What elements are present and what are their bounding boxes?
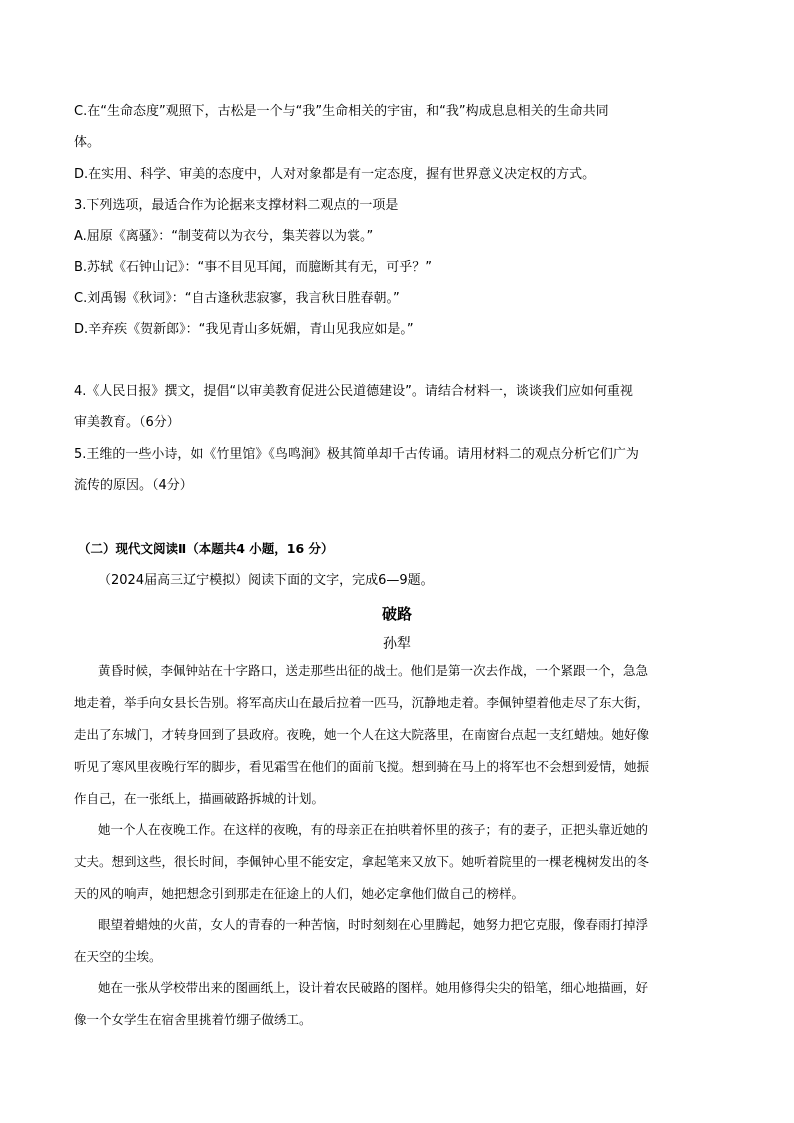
story-p2-line2: 丈夫。想到这些，很长时间，李佩钟心里不能安定，拿起笔来又放下。她听着院里的一棵老槐树发出的冬 — [74, 854, 650, 869]
story-p2-line3: 天的风的响声，她把想念引到那走在征途上的人们，她必定拿他们做自己的榜样。 — [74, 886, 525, 901]
question-3-option-c: C.刘禹锡《秋词》：“自古逢秋悲寂寥，我言秋日胜春朝。” — [74, 291, 400, 306]
question-3-option-d: D.辛弃疾《贺新郎》：“我见青山多妩媚，青山见我应如是。” — [74, 322, 414, 337]
reading-intro: （2024届高三辽宁模拟）阅读下面的文字，完成6—9题。 — [98, 573, 434, 588]
question-5-line2: 流传的原因。（4分） — [74, 478, 193, 493]
question-3-option-a: A.屈原《离骚》：“制芰荷以为衣兮，集芙蓉以为裳。” — [74, 229, 374, 244]
question-5-line1: 5.王维的一些小诗，如《竹里馆》《鸟鸣涧》极其简单却千古传诵。请用材料二的观点分析它们广为 — [74, 447, 639, 462]
story-p1-line2: 地走着，举手向女县长告别。将军高庆山在最后拉着一匹马，沉静地走着。李佩钟望着他走尽了东大街， — [74, 695, 650, 710]
option-c-line2: 体。 — [74, 135, 101, 150]
story-p4-line1: 她在一张从学校带出来的图画纸上，设计着农民破路的图样。她用修得尖尖的铅笔，细心地描画，好 — [98, 980, 649, 995]
story-p2-line1: 她一个人在夜晚工作。在这样的夜晚，有的母亲正在拍哄着怀里的孩子；有的妻子，正把头靠近她的 — [98, 822, 649, 837]
story-p4-line2: 像一个女学生在宿舍里挑着竹绷子做绣工。 — [74, 1012, 312, 1027]
question-3-stem: 3.下列选项，最适合作为论据来支撑材料二观点的一项是 — [74, 198, 399, 213]
section-heading: （二）现代文阅读Ⅱ（本题共4 小题，16 分） — [78, 541, 334, 556]
story-author: 孙犁 — [383, 636, 411, 652]
question-3-option-b: B.苏轼《石钟山记》：“事不目见耳闻，而臆断其有无，可乎？” — [74, 260, 433, 275]
question-4-line1: 4.《人民日报》撰文，提倡“以审美教育促进公民道德建设”。请结合材料一，谈谈我们应如何重视 — [74, 384, 633, 399]
story-p3-line1: 眼望着蜡烛的火苗，女人的青春的一种苦恼，时时刻刻在心里腾起，她努力把它克服，像春雨打掉浮 — [98, 917, 649, 932]
story-p1-line5: 作自己，在一张纸上，描画破路拆城的计划。 — [74, 791, 325, 806]
story-p1-line1: 黄昏时候，李佩钟站在十字路口，送走那些出征的战士。他们是第一次去作战，一个紧跟一个，急急 — [98, 663, 649, 678]
story-title: 破路 — [381, 605, 412, 623]
option-d: D.在实用、科学、审美的态度中，人对对象都是有一定态度，握有世界意义决定权的方式。 — [74, 167, 596, 182]
story-p1-line3: 走出了东城门，才转身回到了县政府。夜晚，她一个人在这大院落里，在南窗台点起一支红蜡烛。她好像 — [74, 727, 650, 742]
option-c-line1: C.在“生命态度”观照下，古松是一个与“我”生命相关的宇宙，和“我”构成息息相关的生命共同 — [74, 104, 609, 119]
question-4-line2: 审美教育。（6分） — [74, 415, 180, 430]
story-p1-line4: 听见了寒风里夜晚行军的脚步，看见霜雪在他们的面前飞搅。想到骑在马上的将军也不会想到爱情，她振 — [74, 759, 650, 774]
story-p3-line2: 在天空的尘埃。 — [74, 949, 162, 964]
